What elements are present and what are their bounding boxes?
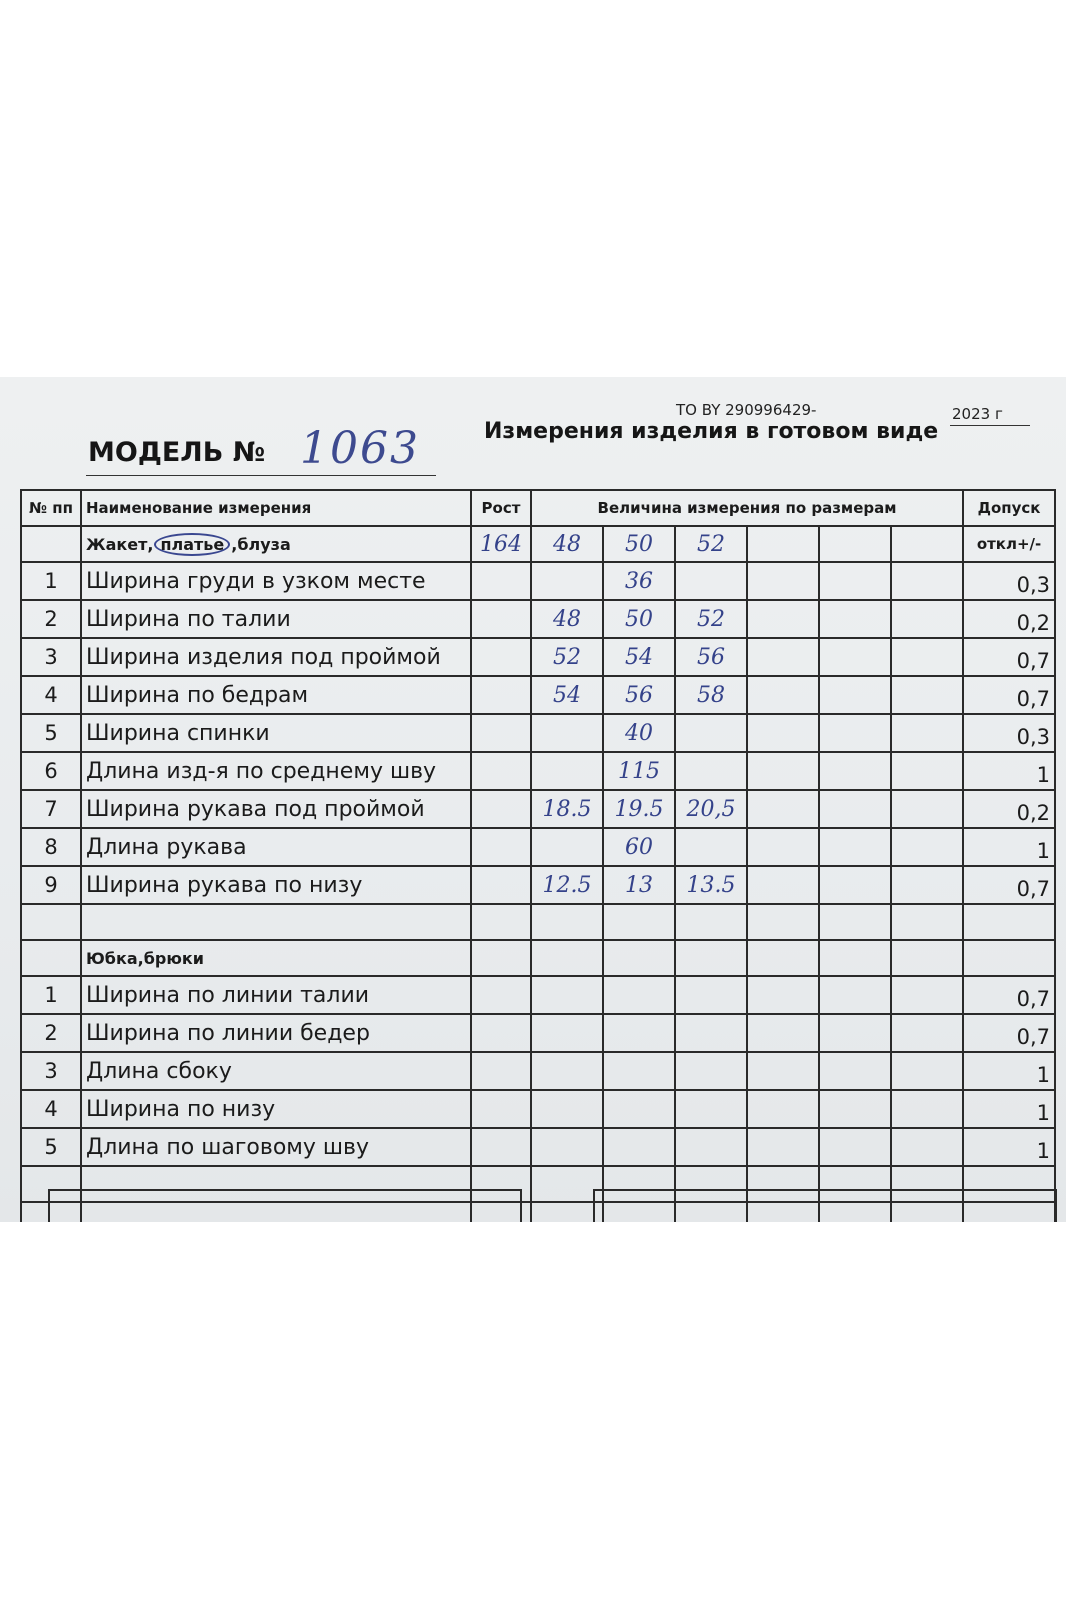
tolerance-value: 0,7 (963, 1014, 1055, 1052)
row-number: 6 (21, 752, 81, 790)
cell-empty (471, 1128, 531, 1166)
section1-rows (21, 562, 1055, 904)
col-header-sizes: Величина измерения по размерам (531, 490, 963, 526)
table-row (21, 562, 1055, 600)
height-cell (471, 600, 531, 638)
cell-empty (747, 790, 819, 828)
section2-header-row (21, 940, 1055, 976)
measurement-name: Ширина изделия под проймой (81, 638, 471, 676)
cell-empty (819, 1014, 891, 1052)
size-value: 52 (675, 600, 747, 638)
height-cell (471, 714, 531, 752)
cell-empty (747, 976, 819, 1014)
measurement-name: Длина изд-я по среднему шву (81, 752, 471, 790)
size-value (531, 752, 603, 790)
section1-header-row (21, 526, 1055, 562)
section1-title: Жакет, платье ,блуза (81, 526, 471, 562)
row-number: 1 (21, 976, 81, 1014)
table-row (21, 1090, 1055, 1128)
col-header-tolerance-2: откл+/- (963, 526, 1055, 562)
measurement-name: Ширина по линии талии (81, 976, 471, 1014)
size-value: 50 (603, 526, 675, 562)
table-row (21, 866, 1055, 904)
size-value: 48 (531, 526, 603, 562)
measurement-name: Длина по шаговому шву (81, 1128, 471, 1166)
cell-empty (603, 976, 675, 1014)
cell-empty (747, 1014, 819, 1052)
tolerance-value: 0,2 (963, 600, 1055, 638)
measurement-sheet (0, 377, 1066, 1222)
size-value (675, 714, 747, 752)
tolerance-value: 0,2 (963, 790, 1055, 828)
cell-empty (819, 1128, 891, 1166)
document-title: Измерения изделия в готовом виде (484, 419, 939, 444)
section2-rows (21, 976, 1055, 1166)
cell-empty (819, 526, 891, 562)
cell-empty (891, 828, 963, 866)
col-header-tolerance: Допуск (963, 490, 1055, 526)
cell-empty (819, 562, 891, 600)
size-value: 58 (675, 676, 747, 714)
size-value: 13 (603, 866, 675, 904)
row-number: 9 (21, 866, 81, 904)
size-value: 36 (603, 562, 675, 600)
cell-empty (891, 1052, 963, 1090)
cell-empty (891, 752, 963, 790)
row-number: 5 (21, 714, 81, 752)
row-number: 5 (21, 1128, 81, 1166)
height-cell (471, 562, 531, 600)
tolerance-value: 0,7 (963, 676, 1055, 714)
cell-empty (531, 976, 603, 1014)
col-header-height: Рост (471, 490, 531, 526)
row-number: 4 (21, 1090, 81, 1128)
cell-empty (747, 526, 819, 562)
cell-empty (603, 1014, 675, 1052)
height-cell (471, 752, 531, 790)
measurement-name: Ширина по низу (81, 1090, 471, 1128)
cell-empty (747, 1090, 819, 1128)
header-row (21, 490, 1055, 526)
tolerance-value: 0,7 (963, 866, 1055, 904)
cell-empty (747, 714, 819, 752)
cell-empty (819, 976, 891, 1014)
cell-empty (819, 790, 891, 828)
height-cell (471, 676, 531, 714)
row-number: 8 (21, 828, 81, 866)
cell-empty (819, 828, 891, 866)
size-value: 50 (603, 600, 675, 638)
height-cell (471, 790, 531, 828)
cell-empty (747, 638, 819, 676)
cell-empty (675, 1090, 747, 1128)
row-number: 2 (21, 1014, 81, 1052)
cell-empty (531, 1052, 603, 1090)
cell-empty (819, 676, 891, 714)
measurement-name: Ширина рукава по низу (81, 866, 471, 904)
table-row (21, 976, 1055, 1014)
year-underline (950, 425, 1030, 426)
tolerance-value: 0,7 (963, 976, 1055, 1014)
measurement-name: Ширина рукава под проймой (81, 790, 471, 828)
table-row (21, 1014, 1055, 1052)
size-value: 12.5 (531, 866, 603, 904)
cell-empty (819, 752, 891, 790)
row-number: 1 (21, 562, 81, 600)
cell-empty (891, 866, 963, 904)
size-value: 13.5 (675, 866, 747, 904)
row-number: 4 (21, 676, 81, 714)
table-row (21, 1128, 1055, 1166)
size-value: 56 (675, 638, 747, 676)
size-value: 54 (531, 676, 603, 714)
tolerance-value: 1 (963, 828, 1055, 866)
cell-empty (891, 1090, 963, 1128)
height-cell (471, 828, 531, 866)
section2-title: Юбка,брюки (81, 940, 471, 976)
size-value (531, 714, 603, 752)
size-value (675, 828, 747, 866)
tolerance-value: 1 (963, 1052, 1055, 1090)
cell-empty (471, 1014, 531, 1052)
measurement-name: Ширина по бедрам (81, 676, 471, 714)
cell-empty (603, 1090, 675, 1128)
tolerance-value: 1 (963, 1090, 1055, 1128)
model-label: МОДЕЛЬ № (88, 437, 266, 468)
cell-empty (819, 1052, 891, 1090)
row-number: 3 (21, 1052, 81, 1090)
cell-empty (819, 866, 891, 904)
cell-empty (891, 790, 963, 828)
cell-empty (747, 828, 819, 866)
size-value (531, 562, 603, 600)
cell-empty (747, 752, 819, 790)
cell-empty (603, 1128, 675, 1166)
cell-empty (747, 562, 819, 600)
year: 2023 г (952, 405, 1003, 423)
cell-empty (819, 600, 891, 638)
measurement-name: Ширина груди в узком месте (81, 562, 471, 600)
size-value: 115 (603, 752, 675, 790)
cell-empty (891, 526, 963, 562)
table-row (21, 638, 1055, 676)
row-number: 7 (21, 790, 81, 828)
cell-empty (21, 940, 81, 976)
table-row (21, 676, 1055, 714)
size-value: 54 (603, 638, 675, 676)
cell-empty (675, 1014, 747, 1052)
measurement-name: Ширина спинки (81, 714, 471, 752)
cell-empty (675, 1052, 747, 1090)
size-value: 52 (675, 526, 747, 562)
size-value: 18.5 (531, 790, 603, 828)
model-number-handwritten: 1063 (300, 423, 420, 474)
table-row (21, 828, 1055, 866)
cell-empty (21, 526, 81, 562)
row-number: 3 (21, 638, 81, 676)
cell-empty (747, 866, 819, 904)
tolerance-value: 1 (963, 1128, 1055, 1166)
size-value: 60 (603, 828, 675, 866)
cell-empty (531, 1090, 603, 1128)
table-row (21, 752, 1055, 790)
cell-empty (747, 1052, 819, 1090)
col-header-num: № пп (21, 490, 81, 526)
cell-empty (891, 1128, 963, 1166)
model-underline (86, 475, 436, 476)
cell-empty (531, 1014, 603, 1052)
table-row (21, 1052, 1055, 1090)
cell-empty (891, 638, 963, 676)
size-value (675, 562, 747, 600)
cell-empty (891, 714, 963, 752)
cell-empty (747, 600, 819, 638)
measurement-name: Ширина по линии бедер (81, 1014, 471, 1052)
cell-empty (675, 976, 747, 1014)
size-value: 52 (531, 638, 603, 676)
col-header-name: Наименование измерения (81, 490, 471, 526)
table-row (21, 600, 1055, 638)
cell-empty (471, 976, 531, 1014)
measurement-name: Длина рукава (81, 828, 471, 866)
tolerance-value: 0,7 (963, 638, 1055, 676)
cell-empty (891, 976, 963, 1014)
cell-empty (471, 1052, 531, 1090)
signature-box-left (48, 1189, 522, 1222)
height-value: 164 (471, 526, 531, 562)
size-value (531, 828, 603, 866)
size-value: 20,5 (675, 790, 747, 828)
table-row (21, 714, 1055, 752)
tolerance-value: 0,3 (963, 562, 1055, 600)
cell-empty (891, 562, 963, 600)
size-value: 40 (603, 714, 675, 752)
blank-row (21, 904, 1055, 940)
cell-empty (891, 676, 963, 714)
measurement-name: Длина сбоку (81, 1052, 471, 1090)
cell-empty (747, 1128, 819, 1166)
tolerance-value: 0,3 (963, 714, 1055, 752)
size-value: 48 (531, 600, 603, 638)
cell-empty (819, 714, 891, 752)
cell-empty (747, 676, 819, 714)
cell-empty (471, 1090, 531, 1128)
cell-empty (819, 638, 891, 676)
cell-empty (819, 1090, 891, 1128)
measurement-name: Ширина по талии (81, 600, 471, 638)
table-row (21, 790, 1055, 828)
size-value (675, 752, 747, 790)
circled-word: платье (154, 533, 230, 556)
size-value: 56 (603, 676, 675, 714)
cell-empty (531, 1128, 603, 1166)
height-cell (471, 866, 531, 904)
signature-box-right (593, 1189, 1057, 1222)
standard-reference: ТО BY 290996429- (676, 401, 817, 419)
measurement-table (20, 489, 1056, 1222)
size-value: 19.5 (603, 790, 675, 828)
row-number: 2 (21, 600, 81, 638)
tolerance-value: 1 (963, 752, 1055, 790)
cell-empty (891, 1014, 963, 1052)
height-cell (471, 638, 531, 676)
cell-empty (675, 1128, 747, 1166)
cell-empty (891, 600, 963, 638)
cell-empty (603, 1052, 675, 1090)
